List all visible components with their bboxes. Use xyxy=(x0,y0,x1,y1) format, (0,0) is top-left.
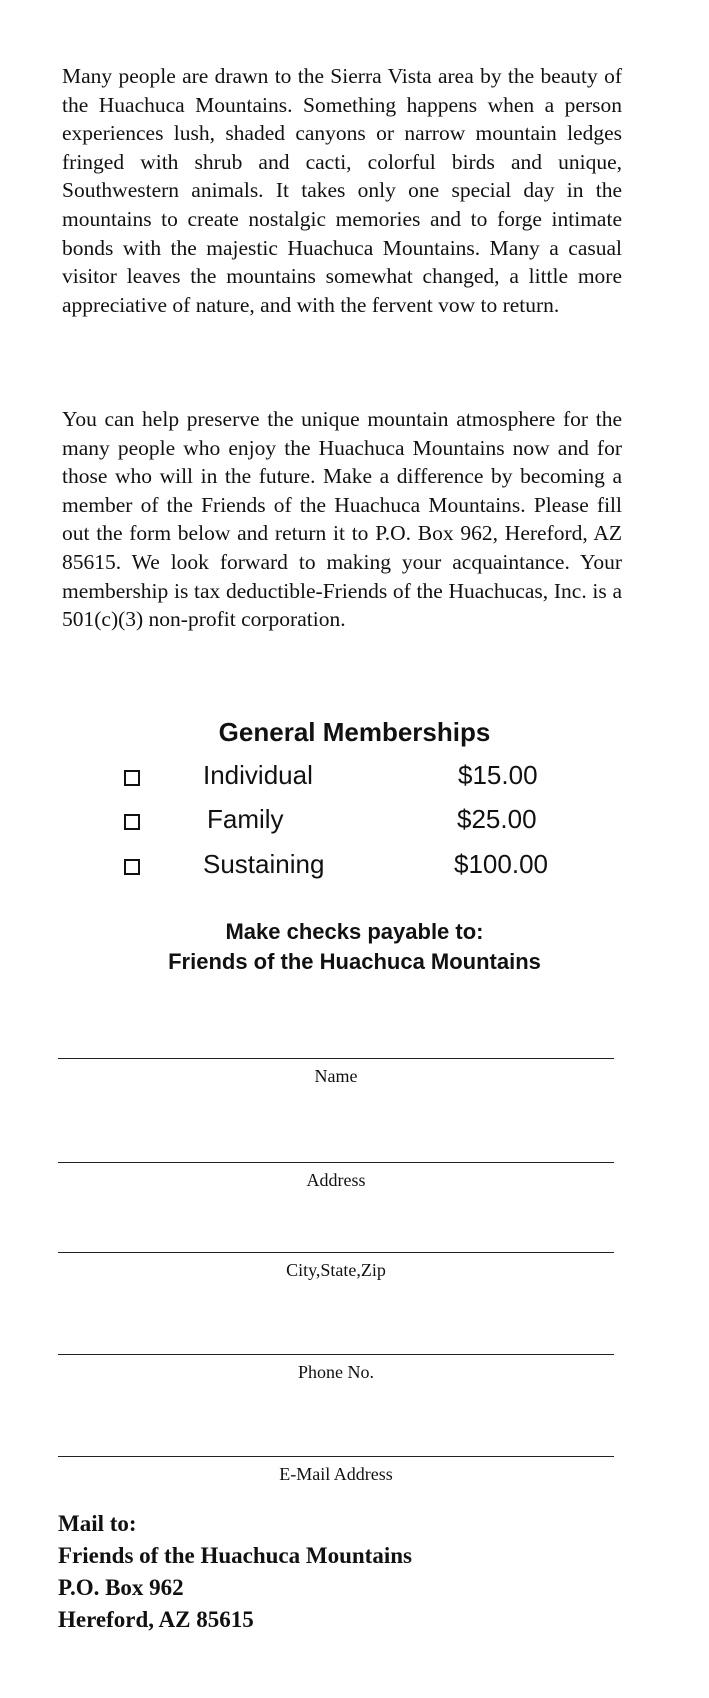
name-label: Name xyxy=(314,1066,358,1086)
sustaining-label: Sustaining xyxy=(203,849,325,879)
membership-option-individual[interactable] xyxy=(0,758,709,798)
mail-line-4: Hereford, AZ 85615 xyxy=(58,1607,254,1632)
name-field[interactable] xyxy=(58,1058,614,1086)
family-price: $25.00 xyxy=(457,804,537,834)
mailing-address xyxy=(58,1508,412,1636)
individual-label: Individual xyxy=(203,760,313,790)
address-field[interactable] xyxy=(58,1162,614,1190)
memberships-heading xyxy=(0,717,709,748)
membership-option-sustaining[interactable] xyxy=(0,847,709,887)
membership-option-family[interactable] xyxy=(0,802,709,842)
email-field[interactable] xyxy=(58,1456,614,1484)
mail-line-3: P.O. Box 962 xyxy=(58,1575,184,1600)
address-line[interactable] xyxy=(58,1162,614,1163)
individual-checkbox[interactable] xyxy=(124,770,140,786)
phone-line[interactable] xyxy=(58,1354,614,1355)
checks-line-2: Friends of the Huachuca Mountains xyxy=(168,949,541,974)
name-line[interactable] xyxy=(58,1058,614,1059)
checks-line-1: Make checks payable to: xyxy=(225,919,484,944)
phone-label: Phone No. xyxy=(298,1362,374,1382)
address-label: Address xyxy=(306,1170,366,1190)
city-state-zip-field[interactable] xyxy=(58,1252,614,1280)
family-checkbox[interactable] xyxy=(124,814,140,830)
family-label: Family xyxy=(207,804,284,834)
city-state-zip-line[interactable] xyxy=(58,1252,614,1253)
sustaining-price: $100.00 xyxy=(454,849,548,879)
checks-payable-note xyxy=(0,917,709,977)
intro-paragraph-2: You can help preserve the unique mountain atmosphere for the many people who enjoy the Huachuca Mountains now and for those who will in the future. Make a difference by becoming a member of the Friends of the Huachuca Mountains. Please fill out the form below and return it to P.O. Box 962, Hereford, AZ 85615. We look forward to making your acquaintance. Your membership is tax deductible-Friends of the Huachucas, Inc. is a 501(c)(3) non-profit corporation. xyxy=(62,407,622,632)
email-line[interactable] xyxy=(58,1456,614,1457)
city-state-zip-label: City,State,Zip xyxy=(286,1260,386,1280)
mail-line-1: Mail to: xyxy=(58,1511,137,1536)
intro-paragraph-1: Many people are drawn to the Sierra Vista area by the beauty of the Huachuca Mountains. Something happens when a person experiences lush, shaded canyons or narrow mountain ledges fringed with shrub and cacti, colorful birds and unique, Southwestern animals. It takes only one special day in the mountains to create nostalgic memories and to forge intimate bonds with the majestic Huachuca Mountains. Many a casual visitor leaves the mountains somewhat changed, a little more appreciative of nature, and with the fervent vow to return. xyxy=(62,64,622,317)
individual-price: $15.00 xyxy=(458,760,538,790)
email-label: E-Mail Address xyxy=(279,1464,393,1484)
phone-field[interactable] xyxy=(58,1354,614,1382)
sustaining-checkbox[interactable] xyxy=(124,859,140,875)
memberships-heading-text: General Memberships xyxy=(218,717,491,747)
mail-line-2: Friends of the Huachuca Mountains xyxy=(58,1543,412,1568)
